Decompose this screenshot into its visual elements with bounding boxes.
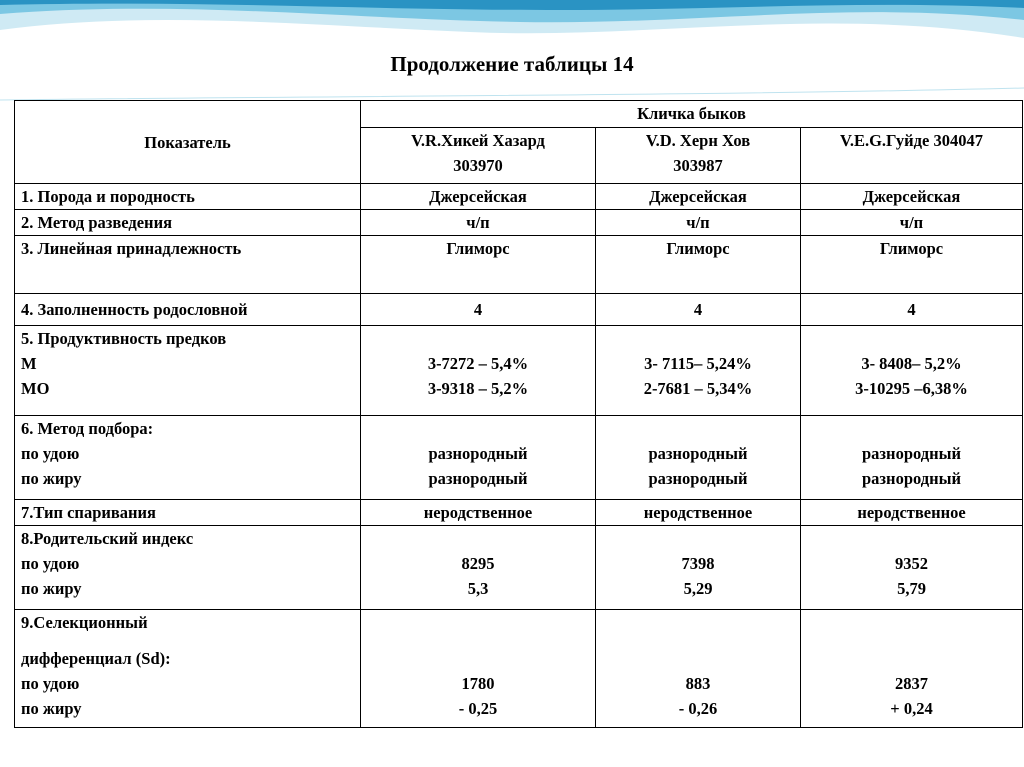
bulls-table xyxy=(14,100,1023,728)
cell-value: разнородный xyxy=(648,444,748,463)
header-indicator: Показатель xyxy=(15,101,361,184)
cell-value: 3-9318 – 5,2% xyxy=(427,379,529,398)
cell-value: разнородный xyxy=(862,469,962,488)
header-row-group xyxy=(15,101,1023,128)
header-bull-2 xyxy=(596,128,801,184)
cell-value: разнородный xyxy=(862,444,962,463)
row-sublabel: по удою xyxy=(21,444,80,463)
table-row-line xyxy=(15,236,1023,294)
cell-value: 5,29 xyxy=(683,579,713,598)
cell-value: ч/п xyxy=(801,210,1023,236)
table-row-selection xyxy=(15,416,1023,500)
cell-value: 4 xyxy=(361,294,596,326)
cell-value: ч/п xyxy=(596,210,801,236)
table-row-pedigree xyxy=(15,294,1023,326)
cell-value-group xyxy=(801,526,1023,610)
cell-value: 5,79 xyxy=(897,579,926,598)
cell-value: Джерсейская xyxy=(361,184,596,210)
cell-value-group xyxy=(361,610,596,728)
row-label-continued: дифференциал (Sd): xyxy=(21,649,171,668)
cell-value: 4 xyxy=(596,294,801,326)
cell-value: 883 xyxy=(685,674,711,693)
table-row-productivity xyxy=(15,326,1023,416)
row-label: 7.Тип спаривания xyxy=(15,500,361,526)
row-label: 1. Порода и породность xyxy=(15,184,361,210)
cell-value: - 0,25 xyxy=(458,699,498,718)
table-row-method xyxy=(15,210,1023,236)
cell-value: 5,3 xyxy=(467,579,489,598)
row-label: 5. Продуктивность предков xyxy=(21,329,227,348)
page-title: Продолжение таблицы 14 xyxy=(390,52,634,76)
cell-value: неродственное xyxy=(361,500,596,526)
cell-value: 1780 xyxy=(461,674,495,693)
row-sublabel: по жиру xyxy=(21,469,82,488)
header-bull-names: Кличка быков xyxy=(361,101,1023,128)
row-label-group xyxy=(15,610,361,728)
row-label: 4. Заполненность родословной xyxy=(15,294,361,326)
cell-value: 3-10295 –6,38% xyxy=(855,379,968,398)
cell-value: + 0,24 xyxy=(890,699,933,718)
cell-value: Глиморс xyxy=(361,236,596,294)
cell-value: 7398 xyxy=(681,554,715,573)
cell-value: неродственное xyxy=(596,500,801,526)
cell-value: разнородный xyxy=(428,444,528,463)
cell-value: Джерсейская xyxy=(596,184,801,210)
cell-value: Глиморс xyxy=(596,236,801,294)
cell-value: ч/п xyxy=(361,210,596,236)
cell-value: 3- 7115– 5,24% xyxy=(644,354,752,373)
cell-value-group xyxy=(801,326,1023,416)
row-label: 9.Селекционный xyxy=(21,613,148,632)
cell-value-group xyxy=(361,416,596,500)
row-sublabel: по жиру xyxy=(21,579,82,598)
cell-value-group xyxy=(801,416,1023,500)
table-row-mating xyxy=(15,500,1023,526)
table-row-parent-index xyxy=(15,526,1023,610)
table-row-differential xyxy=(15,610,1023,728)
cell-value: неродственное xyxy=(801,500,1023,526)
cell-value-group xyxy=(361,326,596,416)
header-bull-1 xyxy=(361,128,596,184)
cell-value: Глиморс xyxy=(801,236,1023,294)
cell-value: - 0,26 xyxy=(678,699,718,718)
header-bull-3 xyxy=(801,128,1023,184)
cell-value-group xyxy=(801,610,1023,728)
cell-value-group xyxy=(596,326,801,416)
bull-2-number: 303987 xyxy=(673,156,723,175)
bull-2-name: V.D. Херн Хов xyxy=(645,131,751,150)
cell-value: 2837 xyxy=(895,674,928,693)
row-label: 2. Метод разведения xyxy=(15,210,361,236)
bull-3-name: V.E.G.Гуйде 304047 xyxy=(840,131,983,150)
table-row-breed xyxy=(15,184,1023,210)
row-label-group xyxy=(15,326,361,416)
row-label-group xyxy=(15,526,361,610)
cell-value-group xyxy=(596,610,801,728)
row-label: 6. Метод подбора: xyxy=(21,419,154,438)
cell-value: 3- 8408– 5,2% xyxy=(861,354,962,373)
cell-value: разнородный xyxy=(648,469,748,488)
cell-value: 2-7681 – 5,34% xyxy=(643,379,753,398)
row-label: 8.Родительский индекс xyxy=(21,529,194,548)
row-label-group xyxy=(15,416,361,500)
row-sublabel: по жиру xyxy=(21,699,82,718)
cell-value: 3-7272 – 5,4% xyxy=(427,354,529,373)
row-label: 3. Линейная принадлежность xyxy=(15,236,361,294)
bull-1-name: V.R.Хикей Хазард xyxy=(411,131,545,150)
cell-value: Джерсейская xyxy=(801,184,1023,210)
row-sublabel: по удою xyxy=(21,674,80,693)
row-sublabel: по удою xyxy=(21,554,80,573)
cell-value-group xyxy=(361,526,596,610)
cell-value-group xyxy=(596,526,801,610)
bull-1-number: 303970 xyxy=(453,156,503,175)
cell-value-group xyxy=(596,416,801,500)
row-sublabel: МО xyxy=(21,379,50,398)
cell-value: 8295 xyxy=(461,554,495,573)
cell-value: 4 xyxy=(801,294,1023,326)
row-sublabel: М xyxy=(21,354,37,373)
cell-value: 9352 xyxy=(895,554,928,573)
cell-value: разнородный xyxy=(428,469,528,488)
